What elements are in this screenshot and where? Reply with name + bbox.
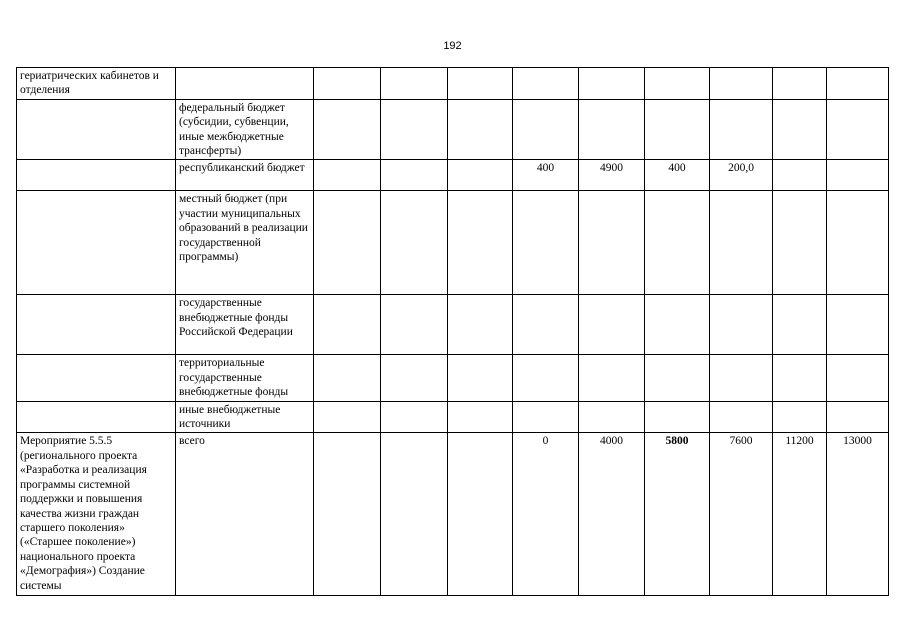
value-cell: [448, 433, 513, 596]
value-cell: [381, 99, 448, 160]
value-cell: [314, 355, 381, 401]
event-name-cell: Мероприятие 5.5.5 (регионального проекта «Разработка и реализация программы системной поддержки и повышения качества жизни граждан старшего поколения» («Старшее поколение») национального проекта «Демография») Создание системы: [17, 433, 176, 596]
value-cell: [579, 191, 645, 295]
value-cell: [513, 295, 579, 355]
value-cell: 400: [645, 160, 710, 191]
value-cell: [827, 191, 889, 295]
value-cell: [773, 355, 827, 401]
funding-source-cell: местный бюджет (при участии муниципальных образований в реализации государственной программы): [176, 191, 314, 295]
value-cell: [827, 99, 889, 160]
value-cell: [381, 68, 448, 100]
table-row: [17, 160, 889, 191]
value-cell: 11200: [773, 433, 827, 596]
table-row: [17, 295, 889, 355]
value-cell: [645, 355, 710, 401]
value-cell: 400: [513, 160, 579, 191]
table-row: [17, 401, 889, 433]
value-cell: [381, 355, 448, 401]
event-name-cell: [17, 160, 176, 191]
funding-source-cell: территориальные государственные внебюджетные фонды: [176, 355, 314, 401]
value-cell: 4000: [579, 433, 645, 596]
value-cell: [773, 401, 827, 433]
value-cell: [448, 68, 513, 100]
value-cell: [710, 191, 773, 295]
value-cell: [448, 401, 513, 433]
event-name-cell: [17, 191, 176, 295]
value-cell: [645, 295, 710, 355]
table-row: [17, 355, 889, 401]
value-cell: [827, 401, 889, 433]
value-cell: 4900: [579, 160, 645, 191]
table-row: [17, 191, 889, 295]
value-cell: [448, 191, 513, 295]
value-cell: [513, 355, 579, 401]
value-cell: 200,0: [710, 160, 773, 191]
value-cell: [710, 355, 773, 401]
value-cell: [381, 191, 448, 295]
value-cell: [827, 295, 889, 355]
event-name-cell: гериатрических кабинетов и отделения: [17, 68, 176, 100]
event-name-cell: [17, 355, 176, 401]
value-cell: [381, 295, 448, 355]
value-cell: [513, 68, 579, 100]
value-cell: [645, 401, 710, 433]
funding-source-cell: федеральный бюджет (субсидии, субвенции, иные межбюджетные трансферты): [176, 99, 314, 160]
value-cell: [579, 401, 645, 433]
value-cell: [827, 68, 889, 100]
value-cell: [448, 355, 513, 401]
value-cell: [314, 160, 381, 191]
table-row: [17, 99, 889, 160]
value-cell: [579, 99, 645, 160]
value-cell: 5800: [645, 433, 710, 596]
value-cell: [645, 99, 710, 160]
funding-source-cell: иные внебюджетные источники: [176, 401, 314, 433]
value-cell: [314, 191, 381, 295]
page-number: 192: [443, 40, 462, 52]
funding-source-cell: государственные внебюджетные фонды Российской Федерации: [176, 295, 314, 355]
value-cell: [448, 295, 513, 355]
funding-source-cell: республиканский бюджет: [176, 160, 314, 191]
value-cell: [773, 160, 827, 191]
value-cell: [773, 99, 827, 160]
value-cell: [513, 99, 579, 160]
value-cell: [710, 99, 773, 160]
value-cell: [579, 68, 645, 100]
value-cell: [314, 295, 381, 355]
value-cell: 13000: [827, 433, 889, 596]
value-cell: [579, 355, 645, 401]
value-cell: [448, 160, 513, 191]
funding-source-cell: [176, 68, 314, 100]
value-cell: [314, 68, 381, 100]
value-cell: [645, 191, 710, 295]
event-name-cell: [17, 401, 176, 433]
value-cell: 0: [513, 433, 579, 596]
value-cell: [381, 160, 448, 191]
value-cell: [314, 99, 381, 160]
value-cell: [314, 401, 381, 433]
value-cell: [710, 401, 773, 433]
value-cell: [710, 295, 773, 355]
value-cell: [827, 160, 889, 191]
value-cell: [513, 401, 579, 433]
value-cell: [710, 68, 773, 100]
value-cell: [773, 295, 827, 355]
value-cell: [381, 401, 448, 433]
value-cell: [314, 433, 381, 596]
value-cell: [448, 99, 513, 160]
value-cell: [381, 433, 448, 596]
value-cell: [773, 68, 827, 100]
funding-source-cell: всего: [176, 433, 314, 596]
value-cell: [579, 295, 645, 355]
value-cell: [827, 355, 889, 401]
value-cell: [645, 68, 710, 100]
value-cell: [513, 191, 579, 295]
budget-table: [16, 67, 889, 596]
value-cell: [773, 191, 827, 295]
table-row: [17, 68, 889, 100]
event-name-cell: [17, 295, 176, 355]
event-name-cell: [17, 99, 176, 160]
table-row: [17, 433, 889, 596]
value-cell: 7600: [710, 433, 773, 596]
